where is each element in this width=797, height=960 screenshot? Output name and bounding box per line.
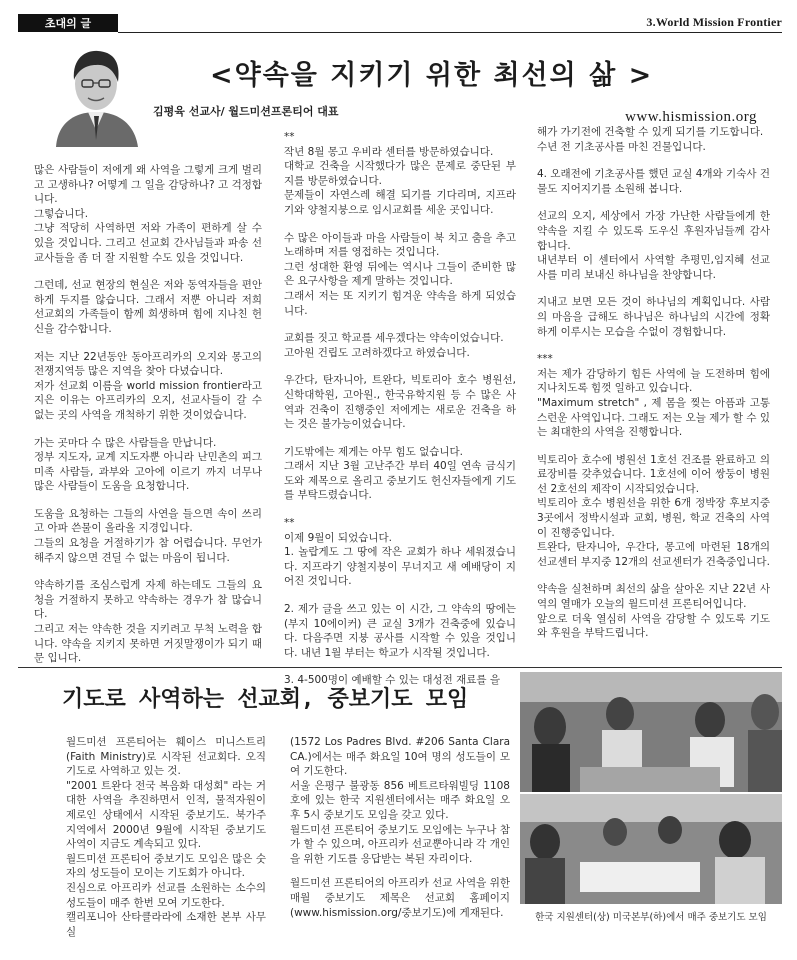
page-label: 3.World Mission Frontier — [646, 15, 782, 29]
paragraph: 약속하기를 조심스럽게 자제 하는데도 그들의 요청을 거절하지 못하고 약속하는 경우가 참 많습니다. 그리고 저는 약속한 것을 지키려고 무척 노력을 합니다. 약속을 지키지 못하면 거짓말쟁이가 되기 때문 입니다. — [34, 579, 262, 665]
author-portrait — [48, 42, 143, 147]
article-headline: <약속을 지키기 위한 최선의 삶 > — [210, 60, 654, 91]
prayer-meeting-photos — [520, 672, 782, 904]
prayer-section-title: 기도로 사역하는 선교회, 중보기도 모임 — [62, 687, 469, 712]
paragraph: 약속을 실천하며 최선의 삶을 살아온 지난 22년 사역의 열매가 오늘의 월드미션 프론티어입니다. 앞으로 더욱 열심히 사역을 감당할 수 있도록 기도와 후원을 부탁드립니다. — [537, 583, 770, 640]
author-byline: 김평육 선교사/ 월드미션프론티어 대표 — [153, 105, 339, 118]
prayer-column-1 — [66, 735, 266, 949]
website-url[interactable]: www.hismission.org — [625, 109, 757, 125]
article-column-1 — [34, 163, 262, 679]
paragraph: 수 많은 아이들과 마을 사람들이 북 치고 춤을 추고 노래하며 저를 영접하는 것입니다. 그런 성대한 환영 뒤에는 역시나 그들이 준비한 많은 요구사항을 제게 말하는 것입니다. 그래서 저는 또 지키기 힘겨운 약속을 하게 되었습니다. — [284, 231, 516, 317]
paragraph: 가는 곳마다 수 많은 사람들을 만납니다. 정부 지도자, 교계 지도자뿐 아니라 난민촌의 피그미족 사람들, 과부와 고아에 이르기 까지 너무나 많은 사람들이 도움을 요청합니다. — [34, 436, 262, 493]
paragraph: 월드미션 프론티어의 아프리카 선교 사역을 위한 매월 중보기도 제목은 선교회 홈페이지(www.hismission.org/중보기도)에 게재된다. — [290, 877, 510, 919]
paragraph: 그런데, 선교 현장의 현실은 저와 동역자들을 편안하게 두지를 않습니다. 그래서 저뿐 아니라 저희 선교회의 가족들이 함께 희생하며 힘에 지나친 헌신을 감수합니다. — [34, 279, 262, 335]
paragraph: 4. 오래전에 기초공사를 했던 교실 4개와 기숙사 건물도 지어지기를 소원해 봅니다. — [537, 168, 770, 195]
paragraph: 2. 제가 글을 쓰고 있는 이 시간, 그 약속의 땅에는 (부지 10에이커) 큰 교실 3개가 건축중에 있습니다. 다음주면 지붕 공사를 시작할 수 있을 것입니다. 내년 1월 부터는 학교가 시작될 것입니다. — [284, 603, 516, 659]
paragraph: 기도밖에는 제게는 아무 힘도 없습니다. 그래서 지난 3월 고난주간 부터 40일 연속 금식기도와 제목으로 올리고 중보기도 헌신자들에게 기도를 부탁드렸습니다. — [284, 445, 516, 502]
paragraph: ** 작년 8월 몽고 우비라 센터를 방문하였습니다. 대학교 건축을 시작했다가 많은 문제로 중단된 부지를 방문하였습니다. 문제들이 자연스레 해결 되기를 기다리며, 지프라기와 양철지붕으로 임시교회를 세운 곳입니다. — [284, 131, 516, 216]
paragraph: 우간다, 탄자니아, 트완다, 빅토리아 호수 병원선, 신학대학원, 고아원., 한국유학지원 등 수 많은 사역과 건축이 진행중인 저에게는 새로운 건축을 하는 것은 불가능이었습니다. — [284, 374, 516, 431]
page-header — [18, 12, 782, 34]
paragraph: 교회를 짓고 학교를 세우겠다는 약속이었습니다. 고아원 건립도 고려하겠다고 하였습니다. — [284, 332, 504, 359]
paragraph: 선교의 오지, 세상에서 가장 가난한 사람들에게 한 약속을 지킬 수 있도록 도우신 후원자님들께 감사합니다. 내년부터 이 센터에서 사역할 추평민,임지혜 선교사를 미리 보내신 하나님을 찬양합니다. — [537, 210, 770, 281]
section-tab: 초대의 글 — [18, 14, 118, 32]
article-column-2 — [284, 130, 516, 701]
prayer-column-2 — [290, 735, 510, 930]
article-column-3 — [537, 125, 770, 654]
paragraph: ** 이제 9월이 되었습니다. 1. 놀랍게도 그 땅에 작은 교회가 하나 세워졌습니다. 지프라기 양철지붕이 무너지고 새 예배당이 지어진 것입니다. — [284, 517, 516, 588]
paragraph: (1572 Los Padres Blvd. #206 Santa Clara CA.)에서는 매주 화요일 10여 명의 성도들이 모여 기도한다. 서울 은평구 불광동 856 베트르타워빌딩 1108호에 있는 한국 지원센터에서는 매주 화요일 오후 5시 중보기도 모임을 갖고 있다. 월드미션 프론티어 중보기도 모임에는 누구나 참가 할 수 있으며, 아프리카 선교뿐아니라 각 개인을 위한 기도를 응답받는 복된 자리이다. — [290, 736, 510, 865]
paragraph: 3. 4-500명이 예배할 수 있는 대성전 재료를 을 — [284, 674, 501, 687]
paragraph: 월드미션 프론티어는 훼이스 미니스트리(Faith Ministry)로 시작된 선교회다. 오직 기도로 사역하고 있는 것. "2001 트완다 전국 복음화 대성회" 라는 거대한 사역을 추진하면서 인적, 물적자원이 제로인 상태에서 시작된 중보기도. 북가주 지역에서 2000년 9월에 시작된 중보기도 사역이 지금도 계속되고 있다. 월드미션 프론티어 중보기도 모임은 많은 숫자의 성도들이 모이는 기도회가 아니다. 진심으로 아프리카 선교를 소원하는 소수의 성도들이 매주 한번 모여 기도한다. 캘리포니아 산타클라라에 소재한 본부 사무실 — [66, 736, 266, 938]
paragraph: 빅토리아 호수에 병원선 1호선 건조를 완료하고 의료장비를 갖추었습니다. 1호선에 이어 쌍둥이 병원선 2호선의 제작이 시작되었습니다. 빅토리아 호수 병원선을 위한 6개 정박장 후보지중 3곳에서 정박시설과 교회, 병원, 학교 건축의 사역이 진행중입니다. 트완다, 탄자니아, 우간다, 몽고에 마련된 18개의 선교센터 부지중 12개의 선교센터가 건축중입니다. — [537, 453, 770, 568]
paragraph: 많은 사람들이 저에게 왜 사역을 그렇게 크게 벌리고 고생하나? 어떻게 그 일을 감당하나? 고 걱정합니다. 그렇습니다. 그냥 적당히 사역하면 저와 가족이 편하게 살 수 있을 것입니다. 그리고 선교회 간사님들과 파송 선교사들을 좀 더 잘 지원할 수도 있을 것입니다. — [34, 164, 262, 264]
paragraph: *** 저는 제가 감당하기 힘든 사역에 늘 도전하며 힘에 지나치도록 힘껏 일하고 있습니다. "Maximum stretch" , 제 몸을 찢는 아픔과 고통스런운 사역입니다. 그래도 저는 오늘 제가 할 수 있는 최대한의 사역을 진행합니다. — [537, 353, 770, 439]
paragraph: 지내고 보면 모든 것이 하나님의 계획입니다. 사람의 마음을 급해도 하나님은 하나님의 시간에 정확하게 이루시는 모습을 수없이 경험합니다. — [537, 296, 770, 338]
paragraph: 저는 지난 22년동안 동아프리카의 오지와 몽고의 전쟁지역등 많은 지역을 찾아 다녔습니다. 저가 선교회 이름을 world mission frontier라고 지은 이유는 아프리카의 오지, 선교사들이 갈 수 없는 곳의 사역을 개척하기 위한 것이었습니다. — [34, 350, 262, 421]
paragraph: 도움을 요청하는 그들의 사연을 들으면 속이 쓰리고 아파 쓴물이 올라올 지경입니다. 그들의 요청을 거절하기가 참 어렵습니다. 무언가 해주지 않으면 견딜 수 없는 마음이 됩니다. — [34, 507, 262, 564]
header-rule — [118, 32, 782, 33]
section-divider — [18, 667, 782, 668]
photo-caption: 한국 지원센터(상) 미국본부(하)에서 매주 중보기도 모임 — [535, 912, 767, 923]
paragraph: 해가 가기전에 건축할 수 있게 되기를 기도합니다. 수년 전 기초공사를 마친 건물입니다. — [537, 126, 764, 153]
